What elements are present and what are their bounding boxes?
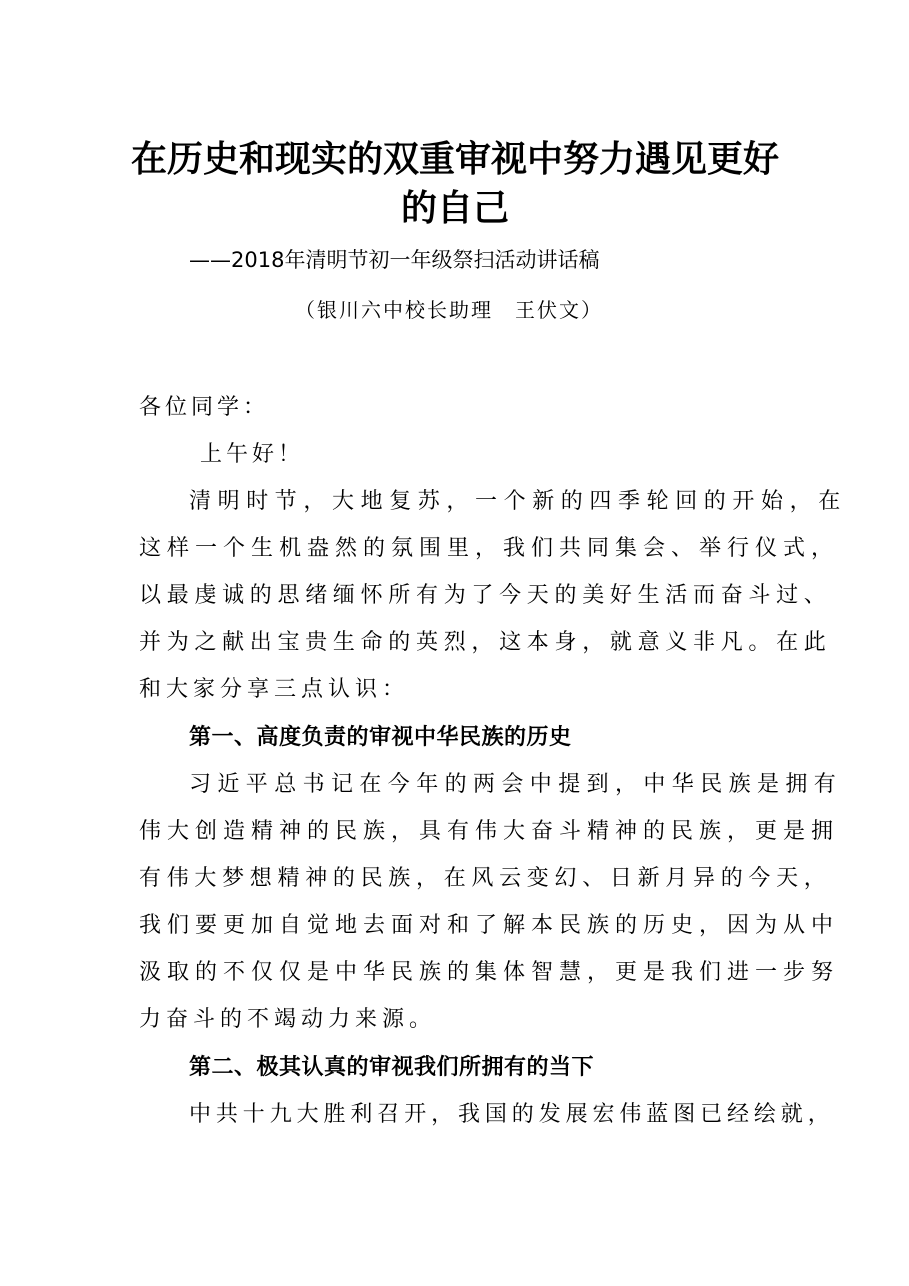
paragraph-3-line: 中共十九大胜利召开，我国的发展宏伟蓝图已经绘就， [189, 1102, 835, 1127]
author-line: （银川六中校长助理 王伏文） [295, 298, 603, 322]
paragraph-1-line: 清明时节，大地复苏，一个新的四季轮回的开始，在 [189, 489, 847, 514]
paragraph-2-line: 我们要更加自觉地去面对和了解本民族的历史，因为从中 [139, 913, 840, 938]
paragraph-2-line: 习近平总书记在今年的两会中提到，中华民族是拥有 [189, 772, 843, 797]
paragraph-1-line: 并为之献出宝贵生命的英烈，这本身，就意义非凡。在此 [139, 630, 832, 655]
document-title-line-2: 的自己 [400, 187, 509, 229]
salutation: 各位同学： [139, 395, 270, 420]
paragraph-2-line: 有伟大梦想精神的民族，在风云变幻、日新月异的今天， [139, 866, 832, 891]
paragraph-2-line: 汲取的不仅仅是中华民族的集体智慧，更是我们进一步努 [139, 960, 840, 985]
paragraph-2-line: 力奋斗的不竭动力来源。 [139, 1007, 437, 1032]
paragraph-1-line: 以最虔诚的思绪缅怀所有为了今天的美好生活而奋斗过、 [139, 583, 832, 608]
section-heading-1: 第一、高度负责的审视中华民族的历史 [189, 725, 572, 750]
section-heading-2: 第二、极其认真的审视我们所拥有的当下 [189, 1055, 595, 1080]
document-subtitle: ——2018年清明节初一年级祭扫活动讲话稿 [189, 248, 600, 272]
paragraph-1-line: 和大家分享三点认识： [139, 677, 410, 702]
paragraph-2-line: 伟大创造精神的民族，具有伟大奋斗精神的民族，更是拥 [139, 819, 840, 844]
greeting: 上午好！ [200, 442, 305, 467]
paragraph-1-line: 这样一个生机盎然的氛围里，我们共同集会、举行仪式， [139, 536, 840, 561]
document-title-line-1: 在历史和现实的双重审视中努力遇见更好 [130, 138, 779, 180]
